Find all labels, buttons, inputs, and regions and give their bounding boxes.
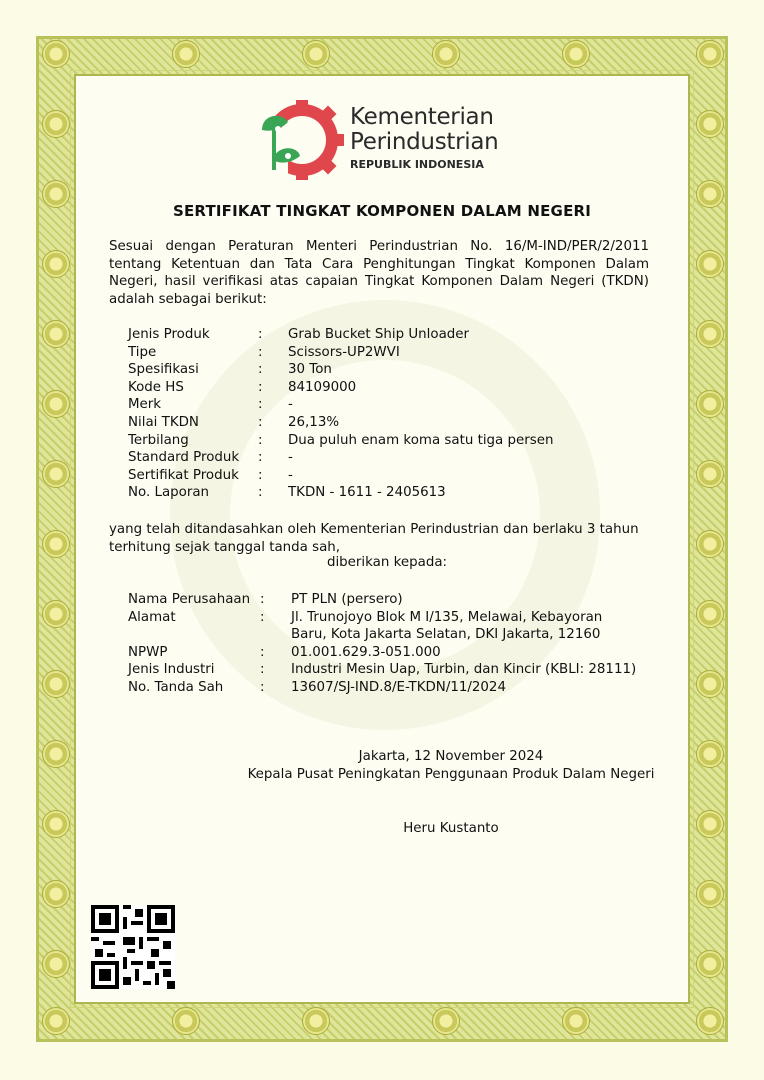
field-value: 30 Ton	[288, 362, 332, 378]
field-label: NPWP	[128, 644, 168, 660]
field-label: No. Laporan	[128, 485, 210, 501]
company-field-row	[128, 661, 641, 679]
company-field-row	[128, 609, 641, 644]
signature-place-date: Jakarta, 12 November 2024	[358, 749, 544, 764]
company-field-row	[128, 644, 641, 662]
field-label: Spesifikasi	[128, 362, 199, 378]
garuda-emblem-icon	[42, 600, 70, 628]
field-value: 13607/SJ-IND.8/E-TKDN/11/2024	[291, 679, 506, 695]
garuda-emblem-icon	[42, 530, 70, 558]
garuda-emblem-icon	[432, 1007, 460, 1035]
field-value: Grab Bucket Ship Unloader	[288, 327, 470, 342]
field-value: -	[288, 397, 293, 413]
field-value: Industri Mesin Uap, Turbin, dan Kincir (KBLI: 28111)	[291, 662, 637, 678]
field-label: Tipe	[128, 344, 157, 360]
field-separator: :	[260, 644, 265, 660]
garuda-emblem-icon	[696, 670, 724, 698]
garuda-emblem-icon	[696, 880, 724, 908]
garuda-emblem-icon	[696, 600, 724, 628]
garuda-emblem-icon	[42, 390, 70, 418]
company-field-row	[128, 679, 641, 697]
field-value: -	[288, 467, 293, 483]
given-to-label: diberikan kepada:	[326, 555, 448, 570]
garuda-emblem-icon	[42, 1007, 70, 1035]
field-label: Terbilang	[128, 432, 189, 448]
field-value: 26,13%	[288, 414, 340, 430]
field-label: Jenis Industri	[128, 662, 215, 678]
garuda-emblem-icon	[432, 40, 460, 68]
garuda-emblem-icon	[696, 110, 724, 138]
field-value: 01.001.629.3-051.000	[291, 644, 441, 660]
ministry-logo	[258, 100, 508, 182]
garuda-emblem-icon	[696, 460, 724, 488]
garuda-emblem-icon	[696, 1007, 724, 1035]
field-separator: :	[258, 362, 263, 378]
garuda-emblem-icon	[696, 390, 724, 418]
logo-line-2: Perindustrian	[350, 129, 499, 155]
garuda-emblem-icon	[172, 1007, 200, 1035]
field-separator: :	[260, 592, 265, 607]
field-value: -	[288, 450, 293, 466]
field-separator: :	[258, 397, 263, 413]
garuda-emblem-icon	[302, 1007, 330, 1035]
logo-line-3: REPUBLIK INDONESIA	[350, 158, 484, 171]
field-label: Jenis Produk	[128, 327, 210, 342]
garuda-emblem-icon	[42, 250, 70, 278]
field-value: TKDN - 1611 - 2405613	[288, 485, 446, 501]
garuda-emblem-icon	[42, 320, 70, 348]
garuda-emblem-icon	[42, 950, 70, 978]
garuda-emblem-icon	[696, 250, 724, 278]
field-label: Kode HS	[128, 379, 184, 395]
field-separator: :	[258, 379, 263, 395]
field-separator: :	[258, 485, 263, 501]
garuda-emblem-icon	[172, 40, 200, 68]
field-separator: :	[260, 662, 265, 678]
field-separator: :	[258, 432, 263, 448]
field-separator: :	[260, 609, 265, 625]
field-label: Merk	[128, 397, 162, 413]
intro-paragraph: Sesuai dengan Peraturan Menteri Perindustrian No. 16/M-IND/PER/2/2011 tentang Ketentuan dan Tata Cara Penghitungan Tingkat Komponen Dalam Negeri, hasil verifikasi atas capaian Tingkat Komponen Dalam Negeri (TKDN) adalah sebagai berikut:	[109, 239, 649, 307]
field-separator: :	[260, 679, 265, 695]
logo-line-1: Kementerian	[350, 104, 494, 130]
field-value: Dua puluh enam koma satu tiga persen	[288, 432, 554, 448]
garuda-emblem-icon	[562, 40, 590, 68]
garuda-emblem-icon	[562, 1007, 590, 1035]
company-field-row	[128, 591, 641, 609]
garuda-emblem-icon	[696, 530, 724, 558]
garuda-emblem-icon	[42, 110, 70, 138]
signatory-name: Heru Kustanto	[403, 821, 499, 836]
company-details	[128, 591, 641, 697]
ministry-emblem-icon	[258, 100, 344, 182]
validity-paragraph: yang telah ditandasahkan oleh Kementerian Perindustrian dan berlaku 3 tahun terhitung sejak tanggal tanda sah,	[109, 522, 639, 555]
garuda-emblem-icon	[302, 40, 330, 68]
field-value: PT PLN (persero)	[291, 592, 403, 607]
field-label: Nilai TKDN	[128, 414, 199, 430]
garuda-emblem-icon	[696, 40, 724, 68]
garuda-emblem-icon	[42, 670, 70, 698]
field-label: No. Tanda Sah	[128, 679, 224, 695]
certificate-title: SERTIFIKAT TINGKAT KOMPONEN DALAM NEGERI	[172, 202, 592, 220]
field-label: Standard Produk	[128, 450, 240, 466]
garuda-emblem-icon	[42, 40, 70, 68]
garuda-emblem-icon	[42, 880, 70, 908]
field-value: Jl. Trunojoyo Blok M I/135, Melawai, Kebayoran Baru, Kota Jakarta Selatan, DKI Jakarta, 12160	[291, 609, 603, 643]
field-separator: :	[258, 344, 263, 360]
field-label: Sertifikat Produk	[128, 467, 239, 483]
field-separator: :	[258, 450, 263, 466]
signatory-title: Kepala Pusat Peningkatan Penggunaan Produk Dalam Negeri	[247, 767, 655, 782]
field-label: Nama Perusahaan	[128, 592, 251, 607]
garuda-emblem-icon	[696, 320, 724, 348]
garuda-emblem-icon	[42, 460, 70, 488]
field-value: Scissors-UP2WVI	[288, 344, 400, 360]
field-separator: :	[258, 327, 263, 342]
field-separator: :	[258, 467, 263, 483]
field-separator: :	[258, 414, 263, 430]
garuda-emblem-icon	[696, 950, 724, 978]
field-value: 84109000	[288, 379, 357, 395]
field-label: Alamat	[128, 609, 176, 625]
qr-code-icon[interactable]	[91, 905, 175, 989]
